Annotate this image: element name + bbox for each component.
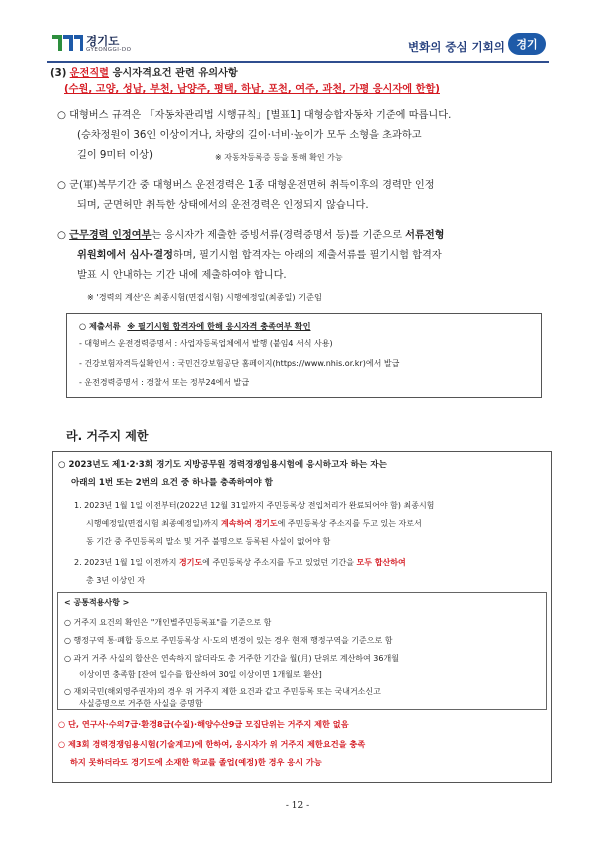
list-item: ○ 과거 거주 사실의 합산은 연속하지 않더라도 총 거주한 기간을 월(月) 단위로 계산하여 36개월 — [64, 654, 399, 663]
p1-note: ※ 자동차등록증 등을 통해 확인 가능 — [215, 153, 343, 162]
list-item: - 건강보험자격득실확인서 : 국민건강보험공단 홈페이지(https://www.nhis.or.kr)에서 발급 — [79, 359, 400, 368]
section3-cities: (수원, 고양, 성남, 부천, 남양주, 평택, 하남, 포천, 여주, 과천, 가평 응시자에 한함) — [64, 84, 440, 95]
residence-lead-line1: ○ 2023년도 제1·2·3회 경기도 지방공무원 경력경쟁임용시험에 응시하고자 하는 자는 — [58, 460, 387, 470]
common-rules-box — [57, 592, 547, 710]
slogan-badge: 경기 — [508, 33, 546, 55]
p3-line3: 발표 시 안내하는 기간 내에 제출하여야 합니다. — [77, 270, 287, 281]
residence-lead-line2: 아래의 1번 또는 2번의 요건 중 하나를 충족하여야 함 — [71, 478, 273, 488]
logo-subtitle: GYEONGGI-DO — [86, 47, 132, 53]
list-item: ○ 행정구역 통·폐합 등으로 주민등록상 시·도의 변경이 있는 경우 현재 행정구역을 기준으로 함 — [64, 636, 393, 645]
req-item2-line1: 2. 2023년 1월 1일 이전까지 경기도에 주민등록상 주소지를 두고 있었던 기간을 모두 합산하여 — [74, 558, 406, 567]
gyeonggi-logo-icon — [51, 34, 83, 58]
p1-line1: ○ 대형버스 규격은 「자동차관리법 시행규칙」[별표1] 대형승합자동차 기준에 따릅니다. — [57, 110, 452, 121]
p1-line2: (승차정원이 36인 이상이거나, 차량의 길이·너비·높이가 모두 소형을 초과하고 — [77, 130, 422, 141]
submission-docs-box — [66, 313, 542, 398]
list-item: ○ 재외국민(해외영주권자)의 경우 위 거주지 제한 요건과 같고 주민등록 또는 국내거소신고 — [64, 687, 381, 696]
req-item1-line3: 동 기간 중 주민등록의 말소 및 거주 불명으로 등록된 사실이 없어야 함 — [86, 537, 331, 546]
p3-line1: ○ 근무경력 인정여부는 응시자가 제출한 증빙서류(경력증명서 등)를 기준으로 서류전형 — [57, 230, 445, 241]
req-item1-line1: 1. 2023년 1월 1일 이전부터(2022년 12월 31일까지 주민등록상 전입처리가 완료되어야 함) 최종시험 — [74, 501, 435, 510]
list-item: 사실증명으로 거주한 사실을 증명함 — [79, 699, 203, 708]
submission-docs-title: ○ 제출서류 ※ 필기시험 합격자에 한해 응시자격 충족여부 확인 — [79, 321, 311, 331]
p3-line2: 위원회에서 심사·결정하며, 필기시험 합격자는 아래의 제출서류를 필기시험 합격자 — [77, 250, 442, 261]
list-item: - 운전경력증명서 : 경찰서 또는 정부24에서 발급 — [79, 378, 250, 387]
logo-name: 경기도 — [86, 34, 120, 48]
list-item: 이상이면 충족함 [잔여 일수를 합산하여 30일 이상이면 1개월로 환산] — [79, 670, 322, 679]
p2-line1: ○ 군(軍)복무기간 중 대형버스 운전경력은 1종 대형운전면허 취득이후의 경력만 인정 — [57, 180, 435, 191]
section-ra-title: 라. 거주지 제한 — [66, 429, 149, 443]
p3-note: ※ '경력의 계산'은 최종시험(면접시험) 시행예정일(최종일) 기준임 — [87, 292, 322, 302]
list-item: - 대형버스 운전경력증명서 : 사업자등록업체에서 발행 (붙임4 서식 사용) — [79, 339, 333, 348]
page-number: - 12 - — [285, 801, 310, 811]
list-item: ○ 거주지 요건의 확인은 "개인별주민등록표"를 기준으로 함 — [64, 618, 272, 627]
residence-exception-note: ○ 단, 연구사·수의7급·환경8급(수질)·해양수산9급 모집단위는 거주지 제한 없음 — [58, 719, 349, 729]
technical-school-note-line1: ○ 제3회 경력경쟁임용시험(기술계고)에 한하여, 응시자가 위 거주지 제한요건을 충족 — [58, 739, 366, 749]
header-divider — [47, 61, 549, 63]
req-item2-line2: 총 3년 이상인 자 — [86, 576, 146, 585]
technical-school-note-line2: 하지 못하더라도 경기도에 소재한 학교를 졸업(예정)한 경우 응시 가능 — [70, 757, 322, 767]
p1-line3: 길이 9미터 이상) — [77, 150, 153, 161]
p2-line2: 되며, 군면허만 취득한 상태에서의 운전경력은 인정되지 않습니다. — [77, 200, 369, 211]
slogan: 변화의 중심 기회의 — [408, 40, 505, 54]
common-rules-title: < 공통적용사항 > — [64, 598, 130, 607]
section3-title: (3) 운전직렬 응시자격요건 관련 유의사항 — [50, 68, 238, 79]
req-item1-line2: 시행예정일(면접시험 최종예정일)까지 계속하여 경기도에 주민등록상 주소지를 두고 있는 자로서 — [86, 519, 422, 528]
